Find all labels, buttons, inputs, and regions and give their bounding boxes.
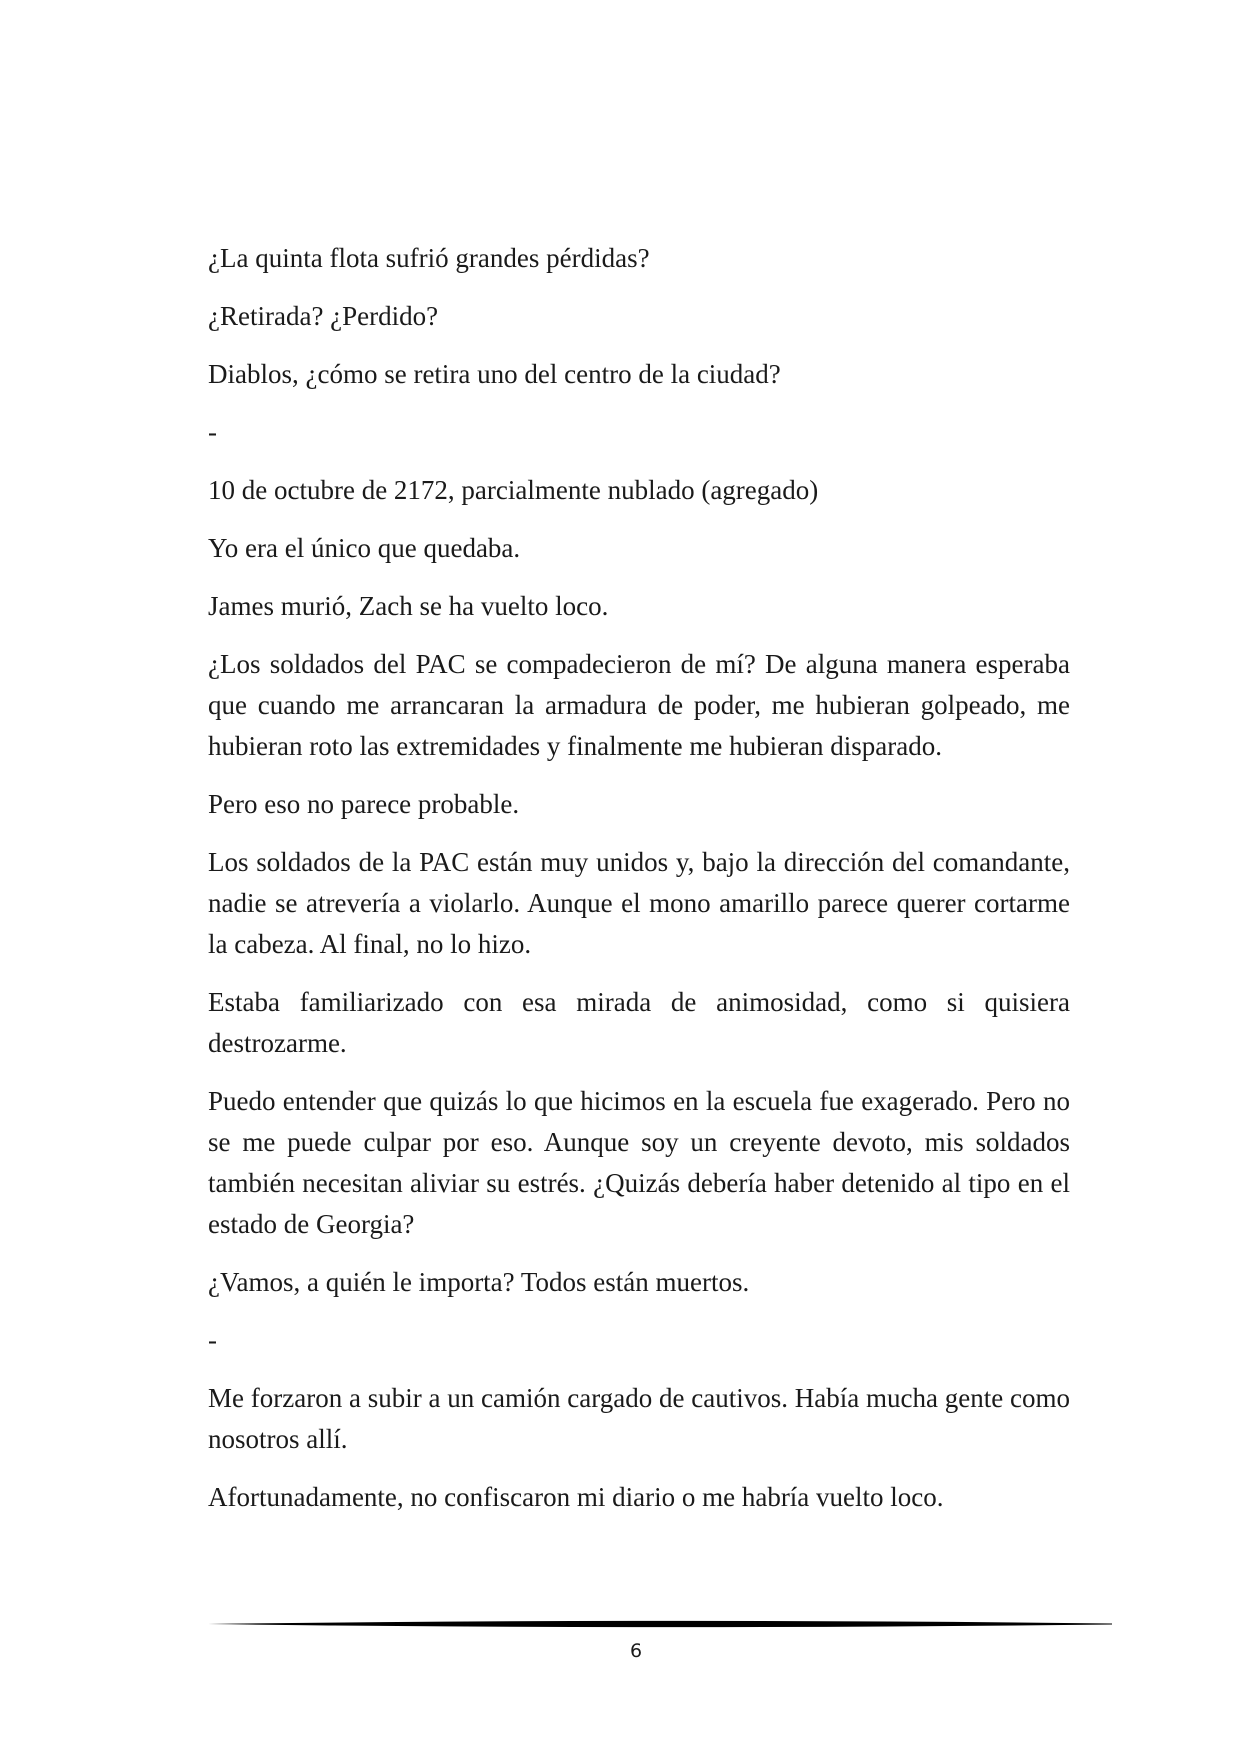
paragraph: James murió, Zach se ha vuelto loco. xyxy=(208,591,609,621)
paragraph: 10 de octubre de 2172, parcialmente nublado (agregado) xyxy=(208,475,819,505)
paragraph: Yo era el único que quedaba. xyxy=(208,533,521,563)
paragraph: Los soldados de la PAC están muy unidos y, bajo la dirección del comandante, nadie se atrevería a violarlo. Aunque el mono amarillo parece querer cortarme la cabeza. Al final, no lo hizo. xyxy=(208,847,1070,959)
paragraph: ¿Los soldados del PAC se compadecieron de mí? De alguna manera esperaba que cuando me arrancaran la armadura de poder, me hubieran golpeado, me hubieran roto las extremidades y finalmente me hubieran disparado. xyxy=(208,649,1070,761)
footer-divider xyxy=(208,1618,1112,1630)
paragraph: Pero eso no parece probable. xyxy=(208,789,520,819)
body-text xyxy=(208,238,1070,1535)
section-separator: - xyxy=(208,417,217,447)
page-number: 6 xyxy=(629,1640,643,1662)
paragraph: Estaba familiarizado con esa mirada de animosidad, como si quisiera destrozarme. xyxy=(208,987,1070,1058)
paragraph: Me forzaron a subir a un camión cargado de cautivos. Había mucha gente como nosotros allí. xyxy=(208,1383,1070,1454)
paragraph: Afortunadamente, no confiscaron mi diario o me habría vuelto loco. xyxy=(208,1482,944,1512)
paragraph: Puedo entender que quizás lo que hicimos en la escuela fue exagerado. Pero no se me puede culpar por eso. Aunque soy un creyente devoto, mis soldados también necesitan aliviar su estrés. ¿Quizás debería haber detenido al tipo en el estado de Georgia? xyxy=(208,1086,1070,1239)
paragraph: ¿La quinta flota sufrió grandes pérdidas? xyxy=(208,243,650,273)
paragraph: ¿Retirada? ¿Perdido? xyxy=(208,301,439,331)
paragraph: Diablos, ¿cómo se retira uno del centro de la ciudad? xyxy=(208,359,781,389)
paragraph: ¿Vamos, a quién le importa? Todos están muertos. xyxy=(208,1267,750,1297)
section-separator: - xyxy=(208,1325,217,1355)
